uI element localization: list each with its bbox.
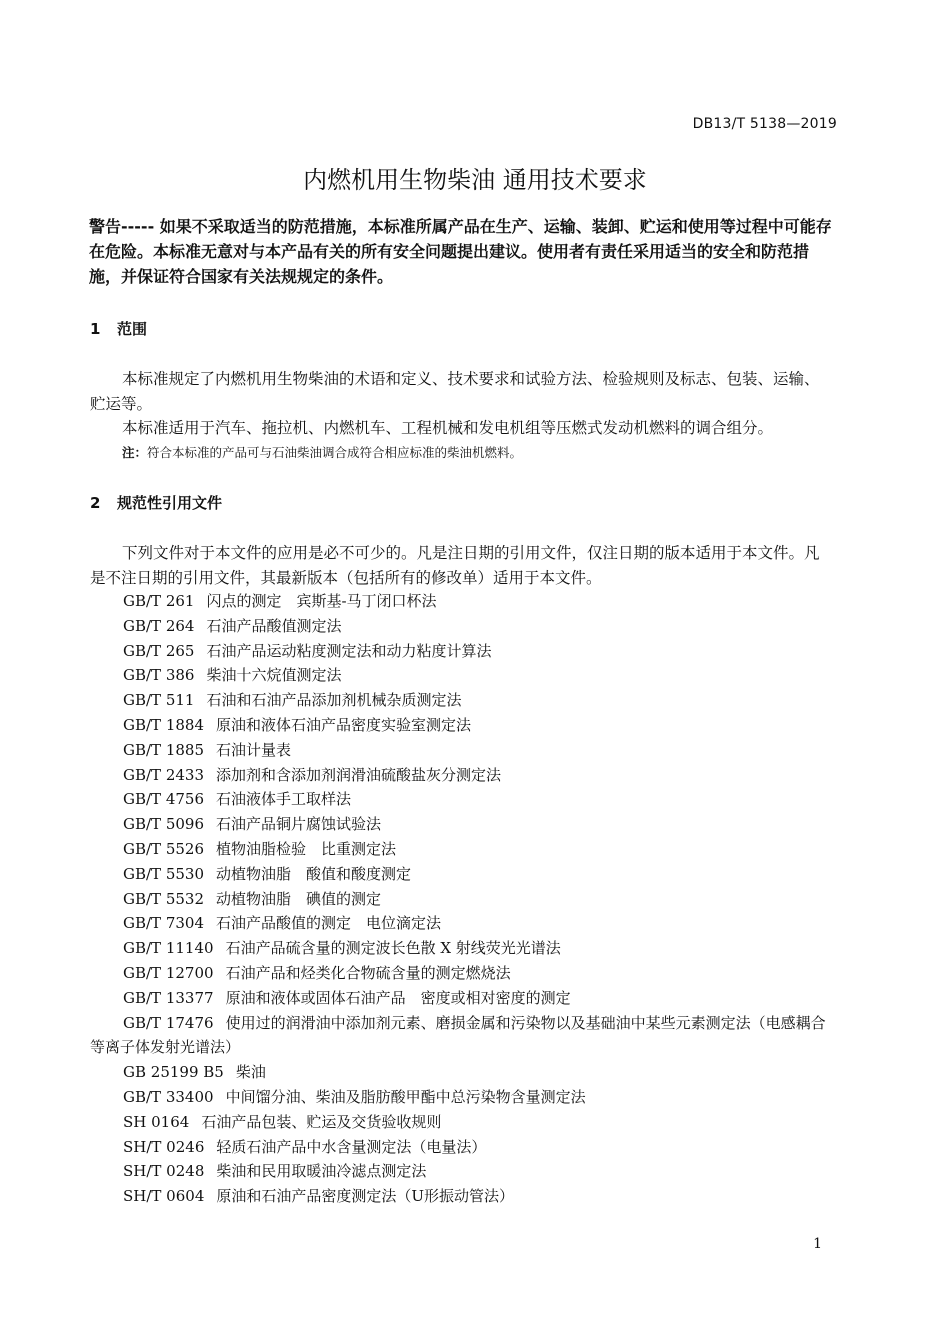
reference-item: GB/T 264 石油产品酸值测定法 [123,616,342,635]
reference-item: GB/T 11140 石油产品硫含量的测定波长色散 X 射线荧光光谱法 [123,939,561,958]
reference-item: GB/T 1884 原油和液体石油产品密度实验室测定法 [123,715,472,734]
reference-item: GB/T 17476 使用过的润滑油中添加剂元素、磨损金属和污染物以及基础油中某些元素测定法（电感耦合等离子体发射光谱法） [90,1013,826,1057]
reference-item: GB/T 5532 动植物油脂 碘值的测定 [123,889,382,908]
reference-item: GB/T 12700 石油产品和烃类化合物硫含量的测定燃烧法 [123,963,511,982]
section-1-heading [90,318,147,339]
reference-item: GB/T 5096 石油产品铜片腐蚀试验法 [123,815,382,834]
reference-item: SH/T 0246 轻质石油产品中水含量测定法（电量法） [123,1137,487,1156]
reference-item: GB/T 261 闪点的测定 宾斯基-马丁闭口杯法 [123,592,437,610]
reference-item: SH/T 0248 柴油和民用取暖油冷滤点测定法 [123,1162,427,1181]
scope-note [122,443,522,461]
reference-list [90,589,830,1209]
reference-item: GB/T 2433 添加剂和含添加剂润滑油硫酸盐灰分测定法 [123,765,502,784]
section-1-title: 范围 [117,320,148,338]
reference-item: GB/T 4756 石油液体手工取样法 [123,790,352,809]
reference-item: GB/T 386 柴油十六烷值测定法 [123,666,342,685]
reference-item: GB/T 7304 石油产品酸值的测定 电位滴定法 [123,914,442,933]
reference-item: GB 25199 B5 柴油 [123,1063,266,1082]
reference-item: GB/T 265 石油产品运动粘度测定法和动力粘度计算法 [123,641,492,660]
document-title: 内燃机用生物柴油 通用技术要求 [303,166,647,194]
scope-paragraph-1: 本标准规定了内燃机用生物柴油的术语和定义、技术要求和试验方法、检验规则及标志、包装、运输、贮运等。 [90,370,820,413]
reference-item: GB/T 13377 原油和液体或固体石油产品 密度或相对密度的测定 [123,988,571,1007]
section-2-title: 规范性引用文件 [117,494,223,512]
reference-item: GB/T 1885 石油计量表 [123,740,292,759]
section-2-number: 2 [90,494,101,512]
note-text: 符合本标准的产品可与石油柴油调合成符合相应标准的柴油机燃料。 [147,445,523,460]
reference-item: GB/T 33400 中间馏分油、柴油及脂肪酸甲酯中总污染物含量测定法 [123,1087,586,1106]
page-number: 1 [813,1236,822,1252]
reference-item: SH 0164 石油产品包装、贮运及交货验收规则 [123,1112,442,1131]
reference-item: GB/T 5530 动植物油脂 酸值和酸度测定 [123,864,412,883]
warning-paragraph: 警告----- 如果不采取适当的防范措施，本标准所属产品在生产、运输、装卸、贮运和使用等过程中可能存在危险。本标准无意对与本产品有关的所有安全问题提出建议。使用者有责任采用适当的安全和防范措施，并保证符合国家有关法规规定的条件。 [89,217,832,286]
scope-paragraph-2: 本标准适用于汽车、拖拉机、内燃机车、工程机械和发电机组等压燃式发动机燃料的调合组分。 [122,419,774,437]
reference-item: GB/T 5526 植物油脂检验 比重测定法 [123,839,397,858]
reference-item: SH/T 0604 原油和石油产品密度测定法（U形振动管法） [123,1187,515,1206]
reference-item: GB/T 511 石油和石油产品添加剂机械杂质测定法 [123,691,462,710]
references-intro: 下列文件对于本文件的应用是必不可少的。凡是注日期的引用文件，仅注日期的版本适用于本文件。凡是不注日期的引用文件，其最新版本（包括所有的修改单）适用于本文件。 [90,544,820,587]
section-2-heading [90,492,222,513]
section-1-number: 1 [90,320,101,338]
standard-code: DB13/T 5138—2019 [692,116,837,132]
note-label: 注： [122,445,148,460]
